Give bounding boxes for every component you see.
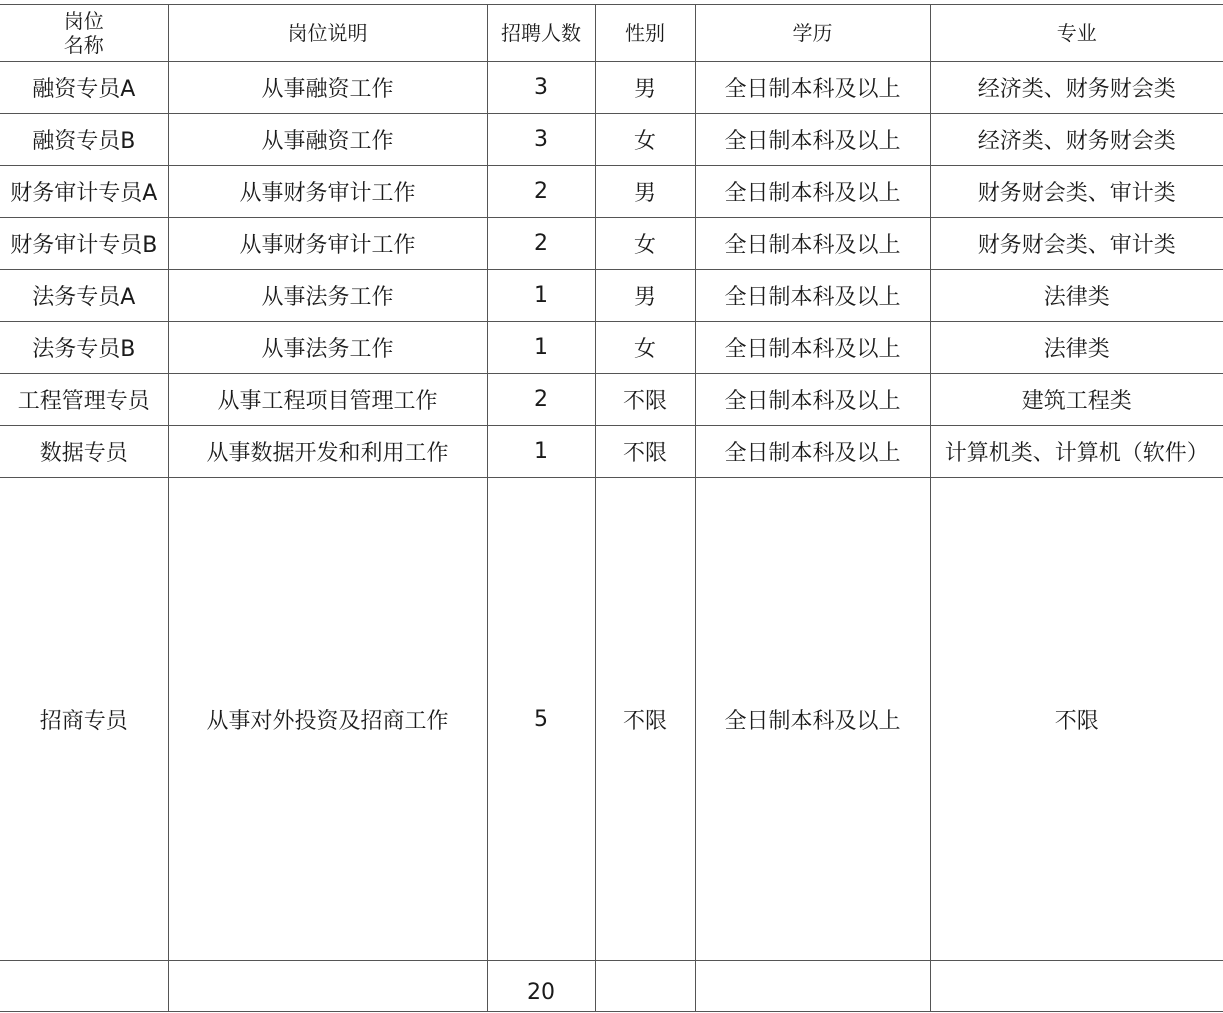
cell-count: 1 — [487, 426, 595, 478]
cell-count: 2 — [487, 374, 595, 426]
cell-major: 计算机类、计算机（软件） — [930, 426, 1223, 478]
cell-education: 全日制本科及以上 — [695, 426, 930, 478]
table-row — [0, 114, 1223, 166]
cell-position-name: 融资专员A — [0, 62, 168, 114]
total-empty-cell — [930, 961, 1223, 1012]
table-header-row — [0, 5, 1223, 62]
total-empty-cell — [695, 961, 930, 1012]
cell-major: 建筑工程类 — [930, 374, 1223, 426]
total-count-cell: 20 — [487, 961, 595, 1012]
cell-position-name: 工程管理专员 — [0, 374, 168, 426]
table-row — [0, 218, 1223, 270]
cell-major: 经济类、财务财会类 — [930, 114, 1223, 166]
cell-description: 从事法务工作 — [168, 322, 487, 374]
table-row — [0, 478, 1223, 961]
cell-count: 1 — [487, 270, 595, 322]
cell-position-name: 招商专员 — [0, 478, 168, 961]
cell-gender: 不限 — [595, 426, 695, 478]
table-row — [0, 374, 1223, 426]
cell-position-name: 法务专员B — [0, 322, 168, 374]
cell-description: 从事财务审计工作 — [168, 166, 487, 218]
total-row — [0, 961, 1223, 1012]
cell-gender: 男 — [595, 62, 695, 114]
cell-count: 2 — [487, 166, 595, 218]
header-education: 学历 — [695, 5, 930, 62]
header-gender: 性别 — [595, 5, 695, 62]
cell-major: 财务财会类、审计类 — [930, 218, 1223, 270]
cell-position-name: 融资专员B — [0, 114, 168, 166]
cell-description: 从事对外投资及招商工作 — [168, 478, 487, 961]
header-position-name-line2: 名称 — [63, 33, 104, 57]
cell-major: 财务财会类、审计类 — [930, 166, 1223, 218]
total-empty-cell — [168, 961, 487, 1012]
table-row — [0, 322, 1223, 374]
total-empty-cell — [595, 961, 695, 1012]
cell-education: 全日制本科及以上 — [695, 166, 930, 218]
cell-gender: 女 — [595, 218, 695, 270]
cell-gender: 不限 — [595, 374, 695, 426]
cell-position-name: 数据专员 — [0, 426, 168, 478]
table-row — [0, 426, 1223, 478]
cell-count: 1 — [487, 322, 595, 374]
table-row — [0, 270, 1223, 322]
cell-major: 不限 — [930, 478, 1223, 961]
header-major: 专业 — [930, 5, 1223, 62]
cell-gender: 女 — [595, 322, 695, 374]
cell-education: 全日制本科及以上 — [695, 322, 930, 374]
cell-count: 3 — [487, 114, 595, 166]
cell-major: 法律类 — [930, 270, 1223, 322]
header-count: 招聘人数 — [487, 5, 595, 62]
cell-description: 从事财务审计工作 — [168, 218, 487, 270]
cell-description: 从事融资工作 — [168, 62, 487, 114]
cell-education: 全日制本科及以上 — [695, 270, 930, 322]
cell-education: 全日制本科及以上 — [695, 114, 930, 166]
cell-education: 全日制本科及以上 — [695, 478, 930, 961]
table-row — [0, 62, 1223, 114]
header-position-name-line1: 岗位 — [63, 9, 104, 33]
header-position-name — [0, 5, 168, 62]
recruitment-table — [0, 4, 1223, 1012]
cell-major: 经济类、财务财会类 — [930, 62, 1223, 114]
cell-education: 全日制本科及以上 — [695, 62, 930, 114]
cell-gender: 男 — [595, 270, 695, 322]
cell-gender: 不限 — [595, 478, 695, 961]
cell-description: 从事融资工作 — [168, 114, 487, 166]
cell-position-name: 法务专员A — [0, 270, 168, 322]
cell-gender: 女 — [595, 114, 695, 166]
cell-major: 法律类 — [930, 322, 1223, 374]
cell-position-name: 财务审计专员A — [0, 166, 168, 218]
header-description: 岗位说明 — [168, 5, 487, 62]
cell-count: 2 — [487, 218, 595, 270]
cell-description: 从事数据开发和利用工作 — [168, 426, 487, 478]
total-empty-cell — [0, 961, 168, 1012]
table-row — [0, 166, 1223, 218]
cell-gender: 男 — [595, 166, 695, 218]
cell-description: 从事工程项目管理工作 — [168, 374, 487, 426]
cell-count: 5 — [487, 478, 595, 961]
cell-education: 全日制本科及以上 — [695, 374, 930, 426]
cell-description: 从事法务工作 — [168, 270, 487, 322]
cell-count: 3 — [487, 62, 595, 114]
cell-position-name: 财务审计专员B — [0, 218, 168, 270]
cell-education: 全日制本科及以上 — [695, 218, 930, 270]
